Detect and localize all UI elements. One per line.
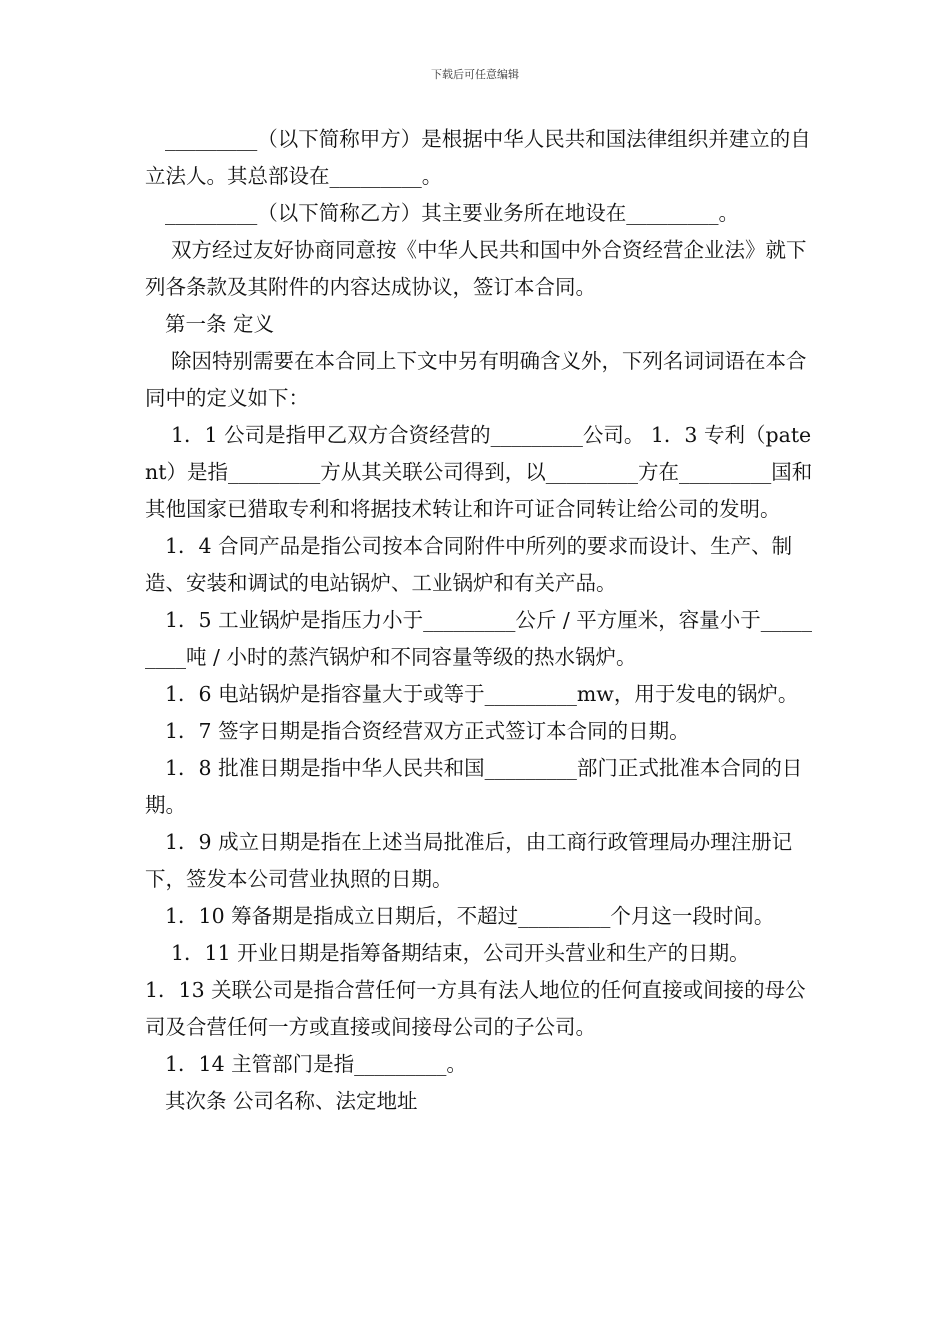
definition-1-11: 1．11 开业日期是指筹备期结束，公司开头营业和生产的日期。 xyxy=(171,941,750,965)
article-1-heading: 第一条 定义 xyxy=(165,312,275,336)
article-2-heading: 其次条 公司名称、法定地址 xyxy=(165,1089,418,1113)
party-b-paragraph: _________（以下简称乙方）其主要业务所在地设在_________。 xyxy=(165,201,739,225)
definition-1-5: 1．5 工业锅炉是指压力小于_________公斤 / 平方厘米，容量小于_________吨 / 小时的蒸汽锅炉和不同容量等级的热水锅炉。 xyxy=(145,608,813,669)
party-a-paragraph: _________（以下简称甲方）是根据中华人民共和国法律组织并建立的自立法人。其总部设在_________。 xyxy=(145,127,811,188)
definition-1-9: 1．9 成立日期是指在上述当局批准后，由工商行政管理局办理注册记下，签发本公司营业执照的日期。 xyxy=(145,830,793,891)
definition-1-6: 1．6 电站锅炉是指容量大于或等于_________mw，用于发电的锅炉。 xyxy=(165,682,799,706)
definition-1-4: 1．4 合同产品是指公司按本合同附件中所列的要求而设计、生产、制造、安装和调试的电站锅炉、工业锅炉和有关产品。 xyxy=(145,534,793,595)
contract-body xyxy=(145,121,813,1120)
definition-1-10: 1．10 筹备期是指成立日期后，不超过_________个月这一段时间。 xyxy=(165,904,775,928)
definition-1-14: 1．14 主管部门是指_________。 xyxy=(165,1052,467,1076)
agreement-paragraph: 双方经过友好协商同意按《中华人民共和国中外合资经营企业法》就下列各条款及其附件的内容达成协议，签订本合同。 xyxy=(145,238,807,299)
definition-1-13: 1．13 关联公司是指合营任何一方具有法人地位的任何直接或间接的母公司及合营任何一方或直接或间接母公司的子公司。 xyxy=(145,978,806,1039)
definition-1-1: 1．1 公司是指甲乙双方合资经营的_________公司。 1．3 专利（patent）是指_________方从其关联公司得到，以_________方在_________国和其他国家已猎取专利和将据技术转让和许可证合同转让给公司的发明。 xyxy=(145,423,813,521)
page-header-note: 下载后可任意编辑 xyxy=(431,68,519,81)
definitions-intro: 除因特别需要在本合同上下文中另有明确含义外，下列名词词语在本合同中的定义如下： xyxy=(145,349,807,410)
definition-1-8: 1．8 批准日期是指中华人民共和国_________部门正式批准本合同的日期。 xyxy=(145,756,803,817)
definition-1-7: 1．7 签字日期是指合资经营双方正式签订本合同的日期。 xyxy=(165,719,690,743)
